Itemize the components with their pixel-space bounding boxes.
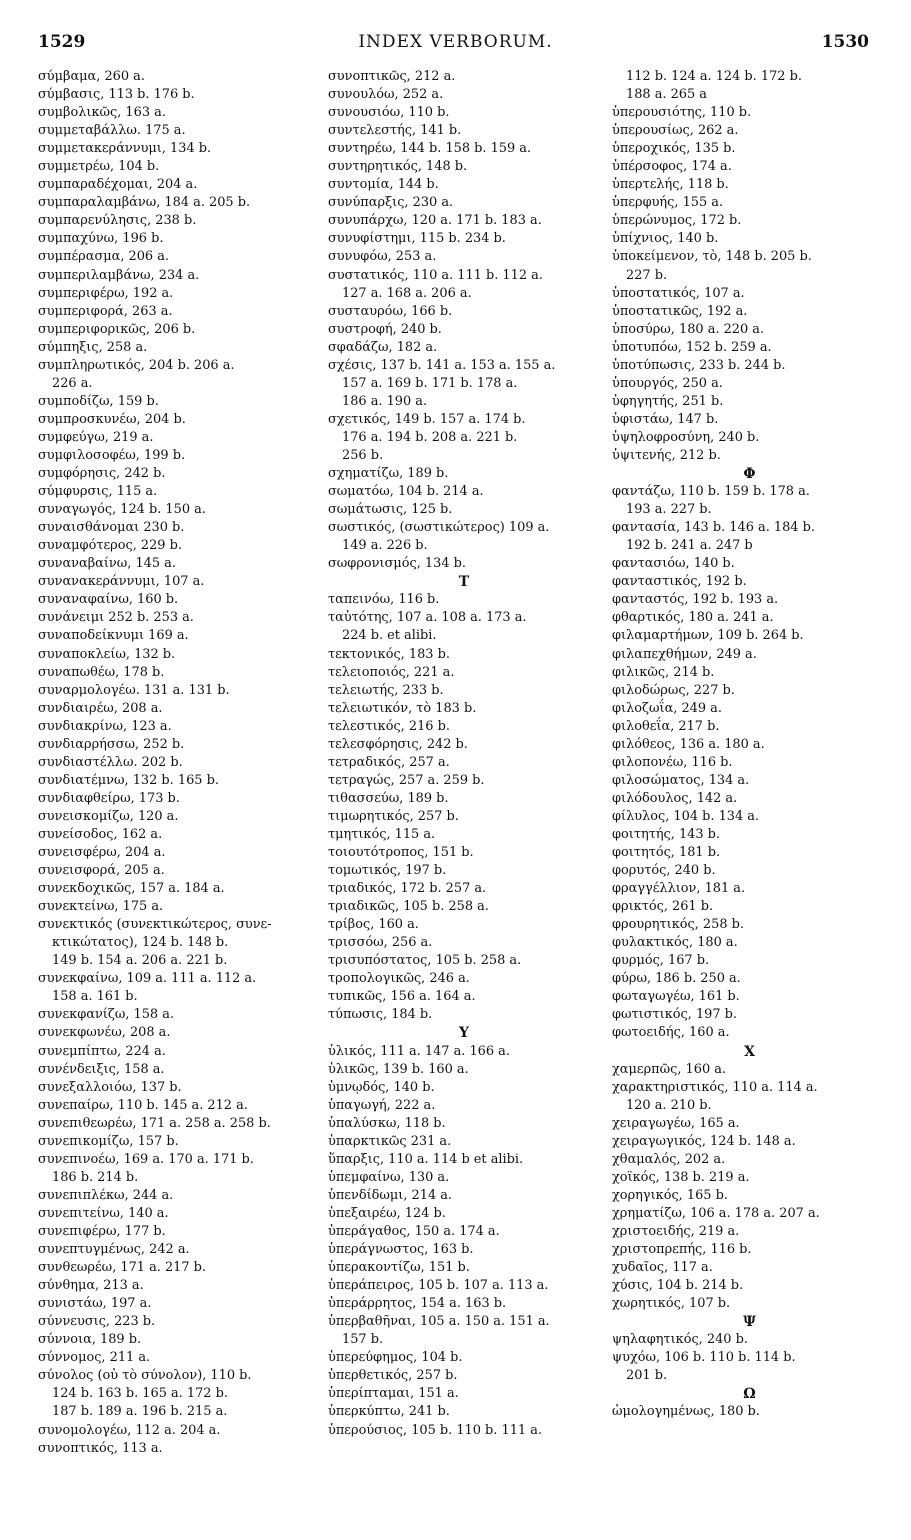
- index-entry: ὑπαρκτικῶς 231 a.: [328, 1133, 452, 1149]
- index-entry: ταὐτότης, 107 a. 108 a. 173 a.: [328, 610, 527, 626]
- index-entry: ὑπεξαιρέω, 124 b.: [328, 1205, 446, 1221]
- index-entry: φύρω, 186 b. 250 a.: [612, 971, 741, 987]
- index-entry: συνιστάω, 197 a.: [38, 1296, 152, 1312]
- index-entry: σύμβαμα, 260 a.: [38, 69, 145, 84]
- index-entry: συνδιαρρήσσω, 252 b.: [38, 736, 185, 752]
- index-entry: τελειωτής, 233 b.: [328, 682, 444, 698]
- index-entry: τετραδικός, 257 a.: [328, 754, 450, 770]
- section-letter: Φ: [743, 466, 756, 483]
- index-entry: σύνθημα, 213 a.: [38, 1278, 144, 1294]
- index-entry: ὑποστατικός, 107 a.: [612, 285, 745, 301]
- index-entry: χθαμαλός, 202 a.: [612, 1151, 726, 1167]
- index-entry: συντομία, 144 b.: [328, 177, 439, 193]
- index-entry: συντηρητικός, 148 b.: [328, 159, 468, 175]
- index-entry: ὑπεράπειρος, 105 b. 107 a. 113 a.: [328, 1278, 549, 1294]
- index-entry: συναποκλείω, 132 b.: [38, 646, 176, 662]
- index-entry: συμπαρενύλησις, 238 b.: [38, 213, 197, 229]
- index-entry: συνυπάρχω, 120 a. 171 b. 183 a.: [328, 213, 542, 229]
- index-entry-continuation: 127 a. 168 a. 206 a.: [342, 285, 472, 301]
- index-entry: τετραγώς, 257 a. 259 b.: [328, 772, 485, 788]
- index-entry: ὑφιστάω, 147 b.: [612, 411, 719, 427]
- index-entry: χυδαῖος, 117 a.: [612, 1260, 713, 1276]
- index-entry: ὑπερτελής, 118 b.: [612, 177, 729, 193]
- index-entry: συναισθάνομαι 230 b.: [38, 520, 185, 536]
- index-entry: συμφεύγω, 219 a.: [38, 429, 154, 445]
- index-entry-continuation: 256 b.: [342, 447, 384, 463]
- index-entry: συνοπτικός, 113 a.: [38, 1440, 163, 1456]
- index-entry: τομωτικός, 197 b.: [328, 863, 447, 879]
- index-entry: συνεμπίπτω, 224 a.: [38, 1043, 166, 1059]
- index-entry: συντελεστής, 141 b.: [328, 123, 462, 139]
- index-entry: συμφόρησις, 242 b.: [38, 466, 166, 482]
- index-entry: χρηματίζω, 106 a. 178 a. 207 a.: [612, 1205, 820, 1221]
- section-letter: Τ: [458, 574, 470, 591]
- index-entry: συμπεριφορά, 263 a.: [38, 303, 173, 319]
- index-entry: συμποδίζω, 159 b.: [38, 393, 159, 409]
- index-entry: ὑπεράγαθος, 150 a. 174 a.: [328, 1224, 500, 1239]
- index-entry-continuation: 157 b.: [342, 1332, 384, 1348]
- index-entry: συναπωθέω, 178 b.: [38, 664, 165, 680]
- index-entry: σχετικός, 149 b. 157 a. 174 b.: [328, 411, 526, 427]
- index-entry: ὑψηλοφροσύνη, 240 b.: [612, 429, 760, 445]
- index-entry: φαντάζω, 110 b. 159 b. 178 a.: [612, 484, 810, 500]
- index-entry: συμπαχύνω, 196 b.: [38, 231, 164, 247]
- index-entry: χωρητικός, 107 b.: [612, 1296, 731, 1312]
- index-entry: τελειοποιός, 221 a.: [328, 664, 455, 680]
- index-entry: χύσις, 104 b. 214 b.: [612, 1278, 744, 1294]
- index-entry: συναναφαίνω, 160 b.: [38, 592, 179, 608]
- index-entry: σύννευσις, 223 b.: [38, 1314, 156, 1330]
- index-entry: ταπεινόω, 116 b.: [328, 592, 440, 608]
- index-entry: συμπέρασμα, 206 a.: [38, 249, 170, 265]
- index-entry: ὑπερφυής, 155 a.: [612, 195, 724, 211]
- index-column-1: [38, 68, 318, 1458]
- index-entry: φιλοσώματος, 134 a.: [612, 772, 750, 788]
- index-entry: συμπροσκυνέω, 204 b.: [38, 411, 186, 427]
- index-entry: συνδιαφθείρω, 173 b.: [38, 790, 180, 806]
- index-entry-continuation: 149 b. 154 a. 206 a. 221 b.: [52, 953, 228, 969]
- index-entry-continuation: 112 b. 124 a. 124 b. 172 b.: [626, 69, 802, 84]
- index-entry: ὑφηγητής, 251 b.: [612, 393, 724, 409]
- index-entry: φιλοζωΐα, 249 a.: [612, 700, 722, 716]
- index-entry: συνεκφαίνω, 109 a. 111 a. 112 a.: [38, 971, 257, 987]
- index-entry: συντηρέω, 144 b. 158 b. 159 a.: [328, 141, 532, 157]
- index-entry: χειραγωγικός, 124 b. 148 a.: [612, 1133, 796, 1149]
- index-entry: συμβολικῶς, 163 a.: [38, 105, 166, 121]
- index-entry: ὑπαλύσκω, 118 b.: [328, 1115, 446, 1131]
- index-entry-continuation: 186 b. 214 b.: [52, 1169, 139, 1185]
- index-entry: φυρμός, 167 b.: [612, 953, 710, 969]
- index-entry: συνεισφέρω, 204 a.: [38, 845, 166, 861]
- index-entry: τιμωρητικός, 257 b.: [328, 808, 459, 824]
- index-entry: τελεστικός, 216 b.: [328, 718, 450, 734]
- index-entry: συνανακεράννυμι, 107 a.: [38, 574, 205, 590]
- index-entry-continuation: κτικώτατος), 124 b. 148 b.: [52, 935, 229, 951]
- index-entry: συναναβαίνω, 145 a.: [38, 556, 176, 572]
- index-entry: φοιτητός, 181 b.: [612, 845, 721, 861]
- index-entry: ὑποτυπόω, 152 b. 259 a.: [612, 339, 772, 355]
- index-entry-continuation: 192 b. 241 a. 247 b: [626, 538, 753, 554]
- index-entry: φίλυλος, 104 b. 134 a.: [612, 808, 760, 824]
- index-entry: τριαδικῶς, 105 b. 258 a.: [328, 899, 489, 915]
- index-entry: συνεπιτείνω, 140 a.: [38, 1205, 169, 1221]
- index-entry: φιλαμαρτήμων, 109 b. 264 b.: [612, 628, 804, 644]
- index-entry-continuation: 224 b. et alibi.: [342, 628, 437, 644]
- index-entry: ὑποστατικῶς, 192 a.: [612, 303, 748, 319]
- index-entry: ὑπερακοντίζω, 151 b.: [328, 1260, 470, 1276]
- index-entry: ὑπέρσοφος, 174 a.: [612, 159, 732, 175]
- index-entry: συνεκτικός (συνεκτικώτερος, συνε-: [38, 917, 272, 933]
- index-entry: ὑπερουσίως, 262 a.: [612, 123, 739, 139]
- index-entry: φιλόδουλος, 142 a.: [612, 790, 738, 806]
- index-entry: συνεξαλλοιόω, 137 b.: [38, 1079, 182, 1095]
- index-entry: συνάνειμι 252 b. 253 a.: [38, 610, 194, 626]
- index-entry: ὕπαρξις, 110 a. 114 b et alibi.: [328, 1151, 524, 1167]
- index-entry: σωστικός, (σωστικώτερος) 109 a.: [328, 520, 550, 536]
- index-entry: συμμετρέω, 104 b.: [38, 159, 160, 175]
- index-entry: φαντασιόω, 140 b.: [612, 556, 735, 572]
- section-letter: Ω: [743, 1386, 756, 1403]
- index-entry: φανταστός, 192 b. 193 a.: [612, 592, 779, 608]
- index-entry: ὑπουργός, 250 a.: [612, 375, 723, 391]
- index-entry: συναμφότερος, 229 b.: [38, 538, 182, 554]
- index-entry: φρουρητικός, 258 b.: [612, 917, 744, 933]
- index-entry: συμπαραδέχομαι, 204 a.: [38, 177, 198, 193]
- index-column-2: [328, 68, 600, 1440]
- index-entry: τυπικῶς, 156 a. 164 a.: [328, 989, 476, 1005]
- index-entry: συνυφόω, 253 a.: [328, 249, 437, 265]
- index-entry: συνουσιόω, 110 b.: [328, 105, 450, 121]
- index-entry: ὑπενδίδωμι, 214 a.: [328, 1187, 453, 1203]
- section-letter: Ψ: [743, 1314, 756, 1331]
- index-entry: ὑπεμφαίνω, 130 a.: [328, 1169, 450, 1185]
- index-entry: φαντασία, 143 b. 146 a. 184 b.: [612, 520, 815, 536]
- index-entry: ὑπεροχικός, 135 b.: [612, 141, 736, 157]
- index-entry: συνδιακρίνω, 123 a.: [38, 718, 172, 734]
- index-entry: ὑπερκύπτω, 241 b.: [328, 1404, 450, 1420]
- index-entry: συναγωγός, 124 b. 150 a.: [38, 502, 206, 518]
- section-letter: Χ: [744, 1043, 755, 1060]
- index-entry: χριστοειδής, 219 a.: [612, 1224, 740, 1239]
- index-entry: σύμπηξις, 258 a.: [38, 339, 148, 355]
- index-entry: σχηματίζω, 189 b.: [328, 466, 449, 482]
- index-entry-continuation: 193 a. 227 b.: [626, 502, 712, 518]
- index-entry: τοιουτότροπος, 151 b.: [328, 845, 474, 861]
- index-entry: συμμετακεράννυμι, 134 b.: [38, 141, 212, 157]
- index-entry: συνένδειξις, 158 a.: [38, 1061, 165, 1077]
- index-entry: ὑλικῶς, 139 b. 160 a.: [328, 1061, 469, 1077]
- index-entry: τύπωσις, 184 b.: [328, 1007, 433, 1023]
- index-entry: συμπεριφορικῶς, 206 b.: [38, 321, 196, 337]
- index-entry-continuation: 188 a. 265 a: [626, 87, 707, 103]
- index-entry: συνεπιθεωρέω, 171 a. 258 a. 258 b.: [38, 1115, 271, 1131]
- index-entry: φιλοθεΐα, 217 b.: [612, 718, 720, 734]
- index-entry: συνεπτυγμένως, 242 a.: [38, 1242, 190, 1258]
- index-entry: ὑπεράρρητος, 154 a. 163 b.: [328, 1296, 507, 1312]
- index-entry: ὑπεράγνωστος, 163 b.: [328, 1242, 474, 1258]
- index-entry-continuation: 226 a.: [52, 375, 93, 391]
- index-entry: ὑποτύπωσις, 233 b. 244 b.: [612, 357, 786, 373]
- index-entry: φθαρτικός, 180 a. 241 a.: [612, 610, 774, 626]
- index-entry: ὑποσύρω, 180 a. 220 a.: [612, 321, 765, 337]
- index-entry: ὑπερβαθῆναι, 105 a. 150 a. 151 a.: [328, 1314, 550, 1330]
- index-entry: συνεισκομίζω, 120 a.: [38, 808, 179, 824]
- index-entry: συνεπιφέρω, 177 b.: [38, 1224, 166, 1239]
- index-entry: συνεκφωνέω, 208 a.: [38, 1025, 171, 1041]
- index-entry: συνεπαίρω, 110 b. 145 a. 212 a.: [38, 1097, 248, 1113]
- index-column-3: [612, 68, 887, 1422]
- index-entry-continuation: 149 a. 226 b.: [342, 538, 428, 554]
- index-entry: φορυτός, 240 b.: [612, 863, 716, 879]
- index-entry: ὑπίχνιος, 140 b.: [612, 231, 719, 247]
- index-entry: σφαδάζω, 182 a.: [328, 339, 438, 355]
- index-entry: ὑμνῳδός, 140 b.: [328, 1079, 435, 1095]
- index-entry: φρικτός, 261 b.: [612, 899, 714, 915]
- index-entry: συμπεριλαμβάνω, 234 a.: [38, 267, 200, 283]
- index-entry-continuation: 187 b. 189 a. 196 b. 215 a.: [52, 1404, 228, 1420]
- index-entry: χριστοπρεπής, 116 b.: [612, 1242, 752, 1258]
- index-entry: τεκτονικός, 183 b.: [328, 646, 450, 662]
- index-entry: χαρακτηριστικός, 110 a. 114 a.: [612, 1079, 818, 1095]
- index-entry: συναρμολογέω. 131 a. 131 b.: [38, 682, 230, 698]
- index-entry: τριαδικός, 172 b. 257 a.: [328, 881, 487, 897]
- index-entry: ὑπερεύφημος, 104 b.: [328, 1350, 463, 1366]
- index-entry: συνύπαρξις, 230 a.: [328, 195, 454, 211]
- index-entry: τροπολογικῶς, 246 a.: [328, 971, 470, 987]
- index-entry: φιλαπεχθήμων, 249 a.: [612, 646, 757, 662]
- index-entry-continuation: 120 a. 210 b.: [626, 1097, 712, 1113]
- index-entry: ὑποκείμενον, τὸ, 148 b. 205 b.: [612, 249, 812, 265]
- section-letter: Υ: [459, 1025, 469, 1042]
- index-entry: συστατικός, 110 a. 111 b. 112 a.: [328, 267, 543, 283]
- index-entry: σχέσις, 137 b. 141 a. 153 a. 155 a.: [328, 357, 556, 373]
- index-entry: συνομολογέω, 112 a. 204 a.: [38, 1422, 221, 1438]
- index-entry: συνδιατέμνω, 132 b. 165 b.: [38, 772, 219, 788]
- index-entry: συνεκτείνω, 175 a.: [38, 899, 164, 915]
- index-entry: ψηλαφητικός, 240 b.: [612, 1332, 748, 1348]
- index-entry: συνεκδοχικῶς, 157 a. 184 a.: [38, 881, 225, 897]
- index-entry-continuation: 227 b.: [626, 267, 668, 283]
- page-number-left: 1529: [38, 32, 86, 52]
- index-entry: συνεπινοέω, 169 a. 170 a. 171 b.: [38, 1151, 254, 1167]
- index-entry: φιλοπονέω, 116 b.: [612, 754, 733, 770]
- index-entry: τιθασσεύω, 189 b.: [328, 790, 449, 806]
- index-entry: χειραγωγέω, 165 a.: [612, 1115, 740, 1131]
- index-entry: τελεσφόρησις, 242 b.: [328, 736, 468, 752]
- index-entry: τρισυπόστατος, 105 b. 258 a.: [328, 953, 522, 969]
- index-entry: φανταστικός, 192 b.: [612, 574, 747, 590]
- index-entry: συσταυρόω, 166 b.: [328, 303, 453, 319]
- page-number-right: 1530: [821, 32, 869, 52]
- index-entry: συνεπιπλέκω, 244 a.: [38, 1187, 174, 1203]
- index-entry: τελειωτικόν, τὸ 183 b.: [328, 700, 477, 716]
- index-entry: σωφρονισμός, 134 b.: [328, 556, 466, 572]
- index-entry: ὑλικός, 111 a. 147 a. 166 a.: [328, 1043, 510, 1059]
- index-entry: φραγγέλλιον, 181 a.: [612, 881, 746, 897]
- index-entry-continuation: 124 b. 163 b. 165 a. 172 b.: [52, 1386, 228, 1402]
- index-entry: συναποδείκνυμι 169 a.: [38, 628, 189, 644]
- index-entry: συμπαραλαμβάνω, 184 a. 205 b.: [38, 195, 251, 211]
- index-entry-continuation: 201 b.: [626, 1368, 668, 1384]
- index-entry: σωματόω, 104 b. 214 a.: [328, 484, 484, 500]
- page-header: [0, 32, 911, 56]
- index-entry: φοιτητής, 143 b.: [612, 826, 721, 842]
- index-entry: συστροφή, 240 b.: [328, 321, 442, 337]
- index-entry: συμφιλοσοφέω, 199 b.: [38, 447, 186, 463]
- index-entry: συμπεριφέρω, 192 a.: [38, 285, 174, 301]
- index-entry: φιλικῶς, 214 b.: [612, 664, 715, 680]
- index-entry: φιλοδώρως, 227 b.: [612, 682, 735, 698]
- index-entry: ὑπερούσιος, 105 b. 110 b. 111 a.: [328, 1422, 542, 1438]
- index-entry: σύμφυρσις, 115 a.: [38, 484, 158, 500]
- running-title: INDEX VERBORUM.: [358, 32, 553, 52]
- index-entry: φυλακτικός, 180 a.: [612, 935, 738, 951]
- index-entry: συνείσοδος, 162 a.: [38, 826, 163, 842]
- index-entry: σύννομος, 211 a.: [38, 1350, 151, 1366]
- index-entry: συνουλόω, 252 a.: [328, 87, 444, 103]
- index-entry: συμμεταβάλλω. 175 a.: [38, 123, 186, 139]
- index-entry: φωταγωγέω, 161 b.: [612, 989, 740, 1005]
- index-entry: σύννοια, 189 b.: [38, 1332, 142, 1348]
- index-entry: συνεισφορά, 205 a.: [38, 863, 165, 879]
- index-entry: σύμβασις, 113 b. 176 b.: [38, 87, 195, 103]
- index-entry: τρισσόω, 256 a.: [328, 935, 433, 951]
- index-entry: ὑψιτενής, 212 b.: [612, 447, 721, 463]
- index-entry: συμπληρωτικός, 204 b. 206 a.: [38, 357, 235, 373]
- index-entry: σύνολος (οὐ τὸ σύνολον), 110 b.: [38, 1368, 252, 1384]
- index-entry: συνδιαστέλλω. 202 b.: [38, 754, 183, 770]
- index-entry: φιλόθεος, 136 a. 180 a.: [612, 736, 765, 752]
- index-entry: συνεκφανίζω, 158 a.: [38, 1007, 175, 1023]
- index-entry: συνεπικομίζω, 157 b.: [38, 1133, 179, 1149]
- index-entry-continuation: 158 a. 161 b.: [52, 989, 138, 1005]
- index-entry: ὑπαγωγή, 222 a.: [328, 1097, 436, 1113]
- index-entry: ὑπερθετικός, 257 b.: [328, 1368, 458, 1384]
- index-entry: ὑπερίπταμαι, 151 a.: [328, 1386, 459, 1402]
- index-entry: ὑπερουσιότης, 110 b.: [612, 105, 752, 121]
- index-entry-continuation: 176 a. 194 b. 208 a. 221 b.: [342, 429, 518, 445]
- index-entry: φωτιστικός, 197 b.: [612, 1007, 737, 1023]
- index-entry: ὑπερώνυμος, 172 b.: [612, 213, 742, 229]
- index-entry: ψυχόω, 106 b. 110 b. 114 b.: [612, 1350, 796, 1366]
- index-entry: τμητικός, 115 a.: [328, 826, 436, 842]
- index-entry: τρίβος, 160 a.: [328, 917, 419, 933]
- index-entry-continuation: 186 a. 190 a.: [342, 393, 428, 409]
- index-entry: σωμάτωσις, 125 b.: [328, 502, 453, 518]
- index-entry: συνδιαιρέω, 208 a.: [38, 700, 163, 716]
- index-entry-continuation: 157 a. 169 b. 171 b. 178 a.: [342, 375, 518, 391]
- index-entry: ὡμολογημένως, 180 b.: [612, 1404, 760, 1420]
- index-entry: συνυφίστημι, 115 b. 234 b.: [328, 231, 506, 247]
- index-entry: χορηγικός, 165 b.: [612, 1187, 728, 1203]
- index-entry: χαμερπῶς, 160 a.: [612, 1061, 727, 1077]
- index-entry: χοϊκός, 138 b. 219 a.: [612, 1169, 750, 1185]
- index-entry: συνοπτικῶς, 212 a.: [328, 69, 456, 84]
- index-entry: συνθεωρέω, 171 a. 217 b.: [38, 1260, 207, 1276]
- index-entry: φωτοειδής, 160 a.: [612, 1025, 730, 1041]
